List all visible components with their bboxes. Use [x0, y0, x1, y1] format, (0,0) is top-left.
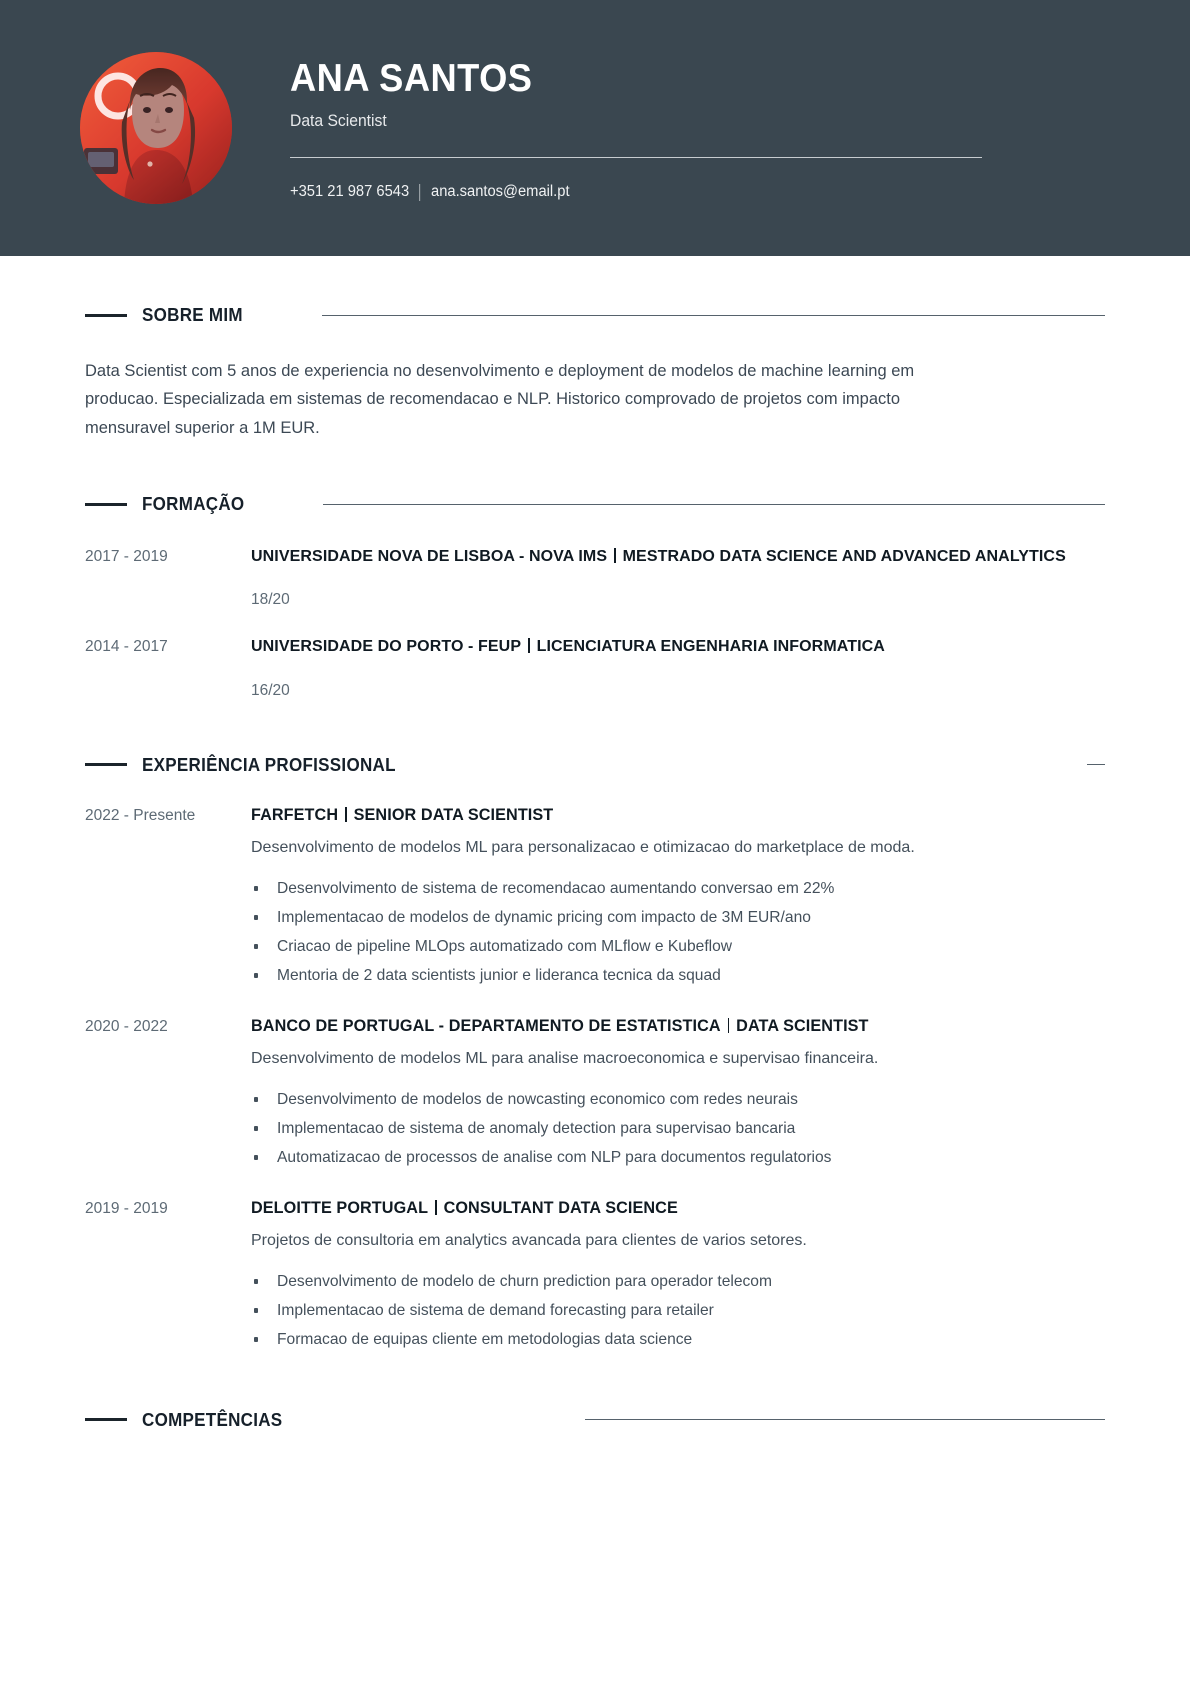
section-title-skills: COMPETÊNCIAS: [142, 1408, 283, 1430]
section-rule: [322, 315, 1105, 316]
experience-title: [251, 804, 1105, 827]
experience-description: Desenvolvimento de modelos ML para analise macroeconomica e supervisao financeira.: [251, 1050, 879, 1068]
experience-date: 2020 - 2022: [85, 1017, 168, 1035]
education-body: [251, 635, 1105, 699]
experience-entry: [85, 1197, 1105, 1355]
section-header-skills: [85, 1405, 1105, 1435]
section-dash-icon: [85, 763, 127, 766]
header-divider: [290, 157, 982, 158]
section-education: [85, 489, 1105, 699]
email-text: ana.santos@email.pt: [431, 183, 570, 201]
list-item: Mentoria de 2 data scientists junior e lideranca tecnica da squad: [251, 961, 1105, 990]
phone-text: +351 21 987 6543: [290, 183, 410, 201]
experience-company: DELOITTE PORTUGAL: [251, 1198, 429, 1217]
profile-photo-icon: [80, 52, 232, 204]
education-grade: 18/20: [251, 591, 290, 609]
experience-body: [251, 1197, 1105, 1355]
education-degree: LICENCIATURA ENGENHARIA INFORMATICA: [536, 638, 885, 656]
title-separator: [345, 807, 347, 822]
job-role: Data Scientist: [290, 112, 387, 131]
section-title-about: SOBRE MIM: [142, 304, 243, 325]
experience-description: Desenvolvimento de modelos ML para personalizacao e otimizacao do marketplace de moda.: [251, 838, 915, 856]
section-experience: [85, 750, 1105, 1355]
section-dash-icon: [85, 314, 127, 317]
section-title-experience: EXPERIÊNCIA PROFISSIONAL: [142, 753, 396, 775]
header-text-block: [290, 55, 982, 202]
education-institution: UNIVERSIDADE DO PORTO - FEUP: [251, 638, 522, 656]
experience-position: DATA SCIENTIST: [736, 1016, 869, 1035]
title-separator: [435, 1200, 437, 1215]
list-item: Implementacao de modelos de dynamic pricing com impacto de 3M EUR/ano: [251, 903, 1105, 932]
experience-bullet-list: [251, 874, 1105, 991]
section-header-experience: [85, 750, 1105, 780]
list-item: Implementacao de sistema de anomaly detection para supervisao bancaria: [251, 1114, 1105, 1143]
section-dash-icon: [85, 1418, 127, 1421]
list-item: Desenvolvimento de modelos de nowcasting economico com redes neurais: [251, 1085, 1105, 1114]
experience-description: Projetos de consultoria em analytics avancada para clientes de varios setores.: [251, 1232, 807, 1250]
experience-body: [251, 1015, 1105, 1173]
experience-bullet-list: [251, 1085, 1105, 1172]
contact-separator: [420, 184, 421, 201]
about-paragraph: Data Scientist com 5 anos de experiencia no desenvolvimento e deployment de modelos de machine learning em producao. Especializada em sistemas de recomendacao e NLP. Historico comprovado de projetos com impacto mensuravel superior a 1M EUR.: [85, 362, 915, 437]
experience-company: FARFETCH: [251, 805, 339, 824]
education-entry: [85, 545, 1105, 609]
experience-bullet-list: [251, 1267, 1105, 1354]
section-skills: [85, 1405, 1105, 1435]
title-separator: [528, 638, 530, 653]
education-title: [251, 545, 1105, 568]
experience-body: [251, 804, 1105, 991]
education-degree: MESTRADO DATA SCIENCE AND ADVANCED ANALYTICS: [622, 548, 1066, 566]
list-item: Formacao de equipas cliente em metodologias data science: [251, 1325, 1105, 1354]
contact-line: [290, 183, 947, 201]
experience-date: 2022 - Presente: [85, 806, 196, 824]
list-item: Criacao de pipeline MLOps automatizado com MLflow e Kubeflow: [251, 932, 1105, 961]
section-rule: [1087, 764, 1105, 765]
list-item: Desenvolvimento de sistema de recomendacao aumentando conversao em 22%: [251, 874, 1105, 903]
education-title: [251, 635, 1105, 658]
section-rule: [323, 504, 1105, 505]
section-title-education: FORMAÇÃO: [142, 493, 245, 515]
experience-entry: [85, 804, 1105, 991]
experience-entry: [85, 1015, 1105, 1173]
page-title: ANA SANTOS: [290, 56, 533, 100]
education-institution: UNIVERSIDADE NOVA DE LISBOA - NOVA IMS: [251, 548, 608, 566]
experience-company: BANCO DE PORTUGAL - DEPARTAMENTO DE ESTATISTICA: [251, 1016, 721, 1035]
list-item: Automatizacao de processos de analise com NLP para documentos regulatorios: [251, 1143, 1105, 1172]
avatar: [80, 52, 232, 204]
experience-date: 2019 - 2019: [85, 1199, 168, 1217]
education-grade: 16/20: [251, 681, 290, 699]
list-item: Desenvolvimento de modelo de churn prediction para operador telecom: [251, 1267, 1105, 1296]
section-header-about: [85, 300, 1105, 330]
experience-position: SENIOR DATA SCIENTIST: [353, 805, 554, 824]
experience-title: [251, 1197, 1105, 1220]
section-rule: [585, 1419, 1105, 1420]
education-entry: [85, 635, 1105, 699]
education-date: 2014 - 2017: [85, 638, 168, 656]
experience-position: CONSULTANT DATA SCIENCE: [443, 1198, 678, 1217]
title-separator: [614, 548, 616, 563]
section-about: [85, 300, 1105, 442]
list-item: Implementacao de sistema de demand forecasting para retailer: [251, 1296, 1105, 1325]
resume-body: [0, 300, 1190, 1435]
education-body: [251, 545, 1105, 609]
title-separator: [728, 1018, 730, 1033]
resume-header: [0, 0, 1190, 256]
section-dash-icon: [85, 503, 127, 506]
experience-title: [251, 1015, 1105, 1038]
education-date: 2017 - 2019: [85, 548, 168, 566]
section-header-education: [85, 489, 1105, 519]
